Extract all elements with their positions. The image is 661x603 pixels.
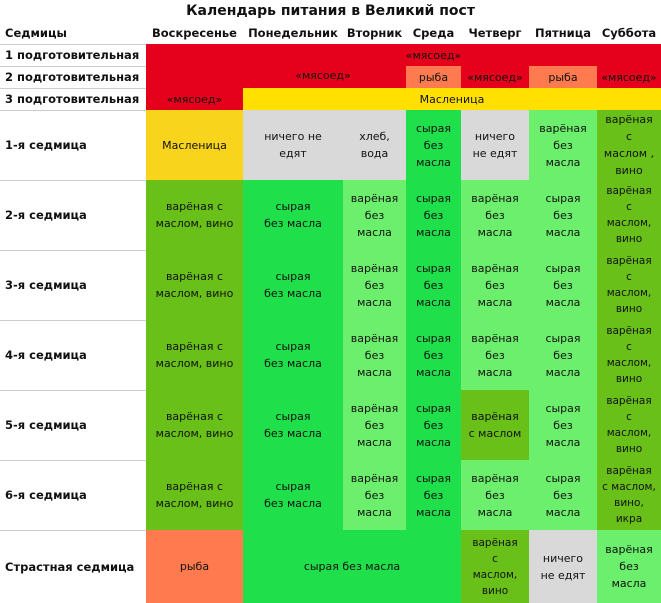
cell-passion-thu: варёная с маслом, вино <box>461 530 529 603</box>
header-thursday: Четверг <box>468 26 522 40</box>
row-label-week2: 2-я седмица <box>5 208 87 222</box>
row-label-week6: 6-я седмица <box>5 488 87 502</box>
cell-w4-mon: сырая без масла <box>243 320 343 390</box>
row-label-prep3: 3 подготовительная <box>5 92 140 106</box>
cell-fish-fri: рыба <box>529 66 597 88</box>
cell-w4-sat: варёная с маслом, вино <box>597 320 661 390</box>
header-friday: Пятница <box>535 26 591 40</box>
cell-passion-sun: рыба <box>146 530 243 603</box>
cell-w6-sat: варёная с маслом, вино, икра <box>597 460 661 530</box>
cell-w2-thu: варёная без масла <box>461 180 529 250</box>
cell-passion-fri: ничего не едят <box>529 530 597 603</box>
cell-meat-eating-wed: «мясоед» <box>405 48 462 62</box>
cell-w3-wed: сырая без масла <box>406 250 461 320</box>
cell-w4-sun: варёная с маслом, вино <box>146 320 243 390</box>
cell-w2-wed: сырая без масла <box>406 180 461 250</box>
cell-w3-tue: варёная без масла <box>343 250 406 320</box>
row-label-prep1: 1 подготовительная <box>5 48 140 62</box>
header-sunday: Воскресенье <box>152 26 237 40</box>
cell-w4-fri: сырая без масла <box>529 320 597 390</box>
row-label-week1: 1-я седмица <box>5 138 87 152</box>
cell-w1-fri: варёная без масла <box>529 110 597 180</box>
calendar-title: Календарь питания в Великий пост <box>186 3 475 19</box>
row-label-prep2: 2 подготовительная <box>5 70 140 84</box>
row-label-week3: 3-я седмица <box>5 278 87 292</box>
cell-meat-eating-label: «мясоед» <box>295 68 351 82</box>
cell-w5-mon: сырая без масла <box>243 390 343 460</box>
cell-w5-wed: сырая без масла <box>406 390 461 460</box>
cell-w1-tue: хлеб, вода <box>343 110 406 180</box>
cell-w2-sat: варёная с маслом, вино <box>597 180 661 250</box>
cell-meat-eating-thu: «мясоед» <box>461 66 529 88</box>
header-tuesday: Вторник <box>346 26 403 40</box>
cell-w2-sun: варёная с маслом, вино <box>146 180 243 250</box>
cell-w1-thu: ничего не едят <box>461 110 529 180</box>
cell-w1-wed: сырая без масла <box>406 110 461 180</box>
row-label-week4: 4-я седмица <box>5 348 87 362</box>
cell-w6-mon: сырая без масла <box>243 460 343 530</box>
cell-w2-mon: сырая без масла <box>243 180 343 250</box>
cell-w6-thu: варёная без масла <box>461 460 529 530</box>
cell-w1-sat: варёная с маслом , вино <box>597 110 661 180</box>
cell-w5-sun: варёная с маслом, вино <box>146 390 243 460</box>
cell-w4-tue: варёная без масла <box>343 320 406 390</box>
header-weeks: Седмицы <box>5 26 67 40</box>
cell-w3-fri: сырая без масла <box>529 250 597 320</box>
cell-meat-eating-sun3: «мясоед» <box>146 88 243 110</box>
cell-w3-thu: варёная без масла <box>461 250 529 320</box>
cell-w4-wed: сырая без масла <box>406 320 461 390</box>
cell-w1-mon: ничего не едят <box>243 110 343 180</box>
cell-w5-fri: сырая без масла <box>529 390 597 460</box>
cell-w6-wed: сырая без масла <box>406 460 461 530</box>
cell-w6-tue: варёная без масла <box>343 460 406 530</box>
cell-w5-sat: варёная с маслом, вино <box>597 390 661 460</box>
cell-w3-sun: варёная с маслом, вино <box>146 250 243 320</box>
cell-w3-mon: сырая без масла <box>243 250 343 320</box>
cell-w3-sat: варёная с маслом, вино <box>597 250 661 320</box>
cell-w2-fri: сырая без масла <box>529 180 597 250</box>
cell-passion-raw: сырая без масла <box>243 530 461 603</box>
cell-w6-sun: варёная с маслом, вино <box>146 460 243 530</box>
cell-w4-thu: варёная без масла <box>461 320 529 390</box>
cell-w5-tue: варёная без масла <box>343 390 406 460</box>
cell-w5-thu: варёная с маслом <box>461 390 529 460</box>
row-label-passion-week: Страстная седмица <box>5 559 135 574</box>
cell-w1-sun: Масленица <box>146 110 243 180</box>
cell-w2-tue: варёная без масла <box>343 180 406 250</box>
cell-maslenitsa-week: Масленица <box>243 88 661 110</box>
cell-fish-wed: рыба <box>406 66 461 88</box>
cell-w6-fri: сырая без масла <box>529 460 597 530</box>
cell-passion-sat: варёная без масла <box>597 530 661 603</box>
header-wednesday: Среда <box>412 26 455 40</box>
header-monday: Понедельник <box>248 26 338 40</box>
cell-meat-eating-sat: «мясоед» <box>597 66 661 88</box>
header-saturday: Суббота <box>601 26 657 40</box>
row-label-week5: 5-я седмица <box>5 418 87 432</box>
